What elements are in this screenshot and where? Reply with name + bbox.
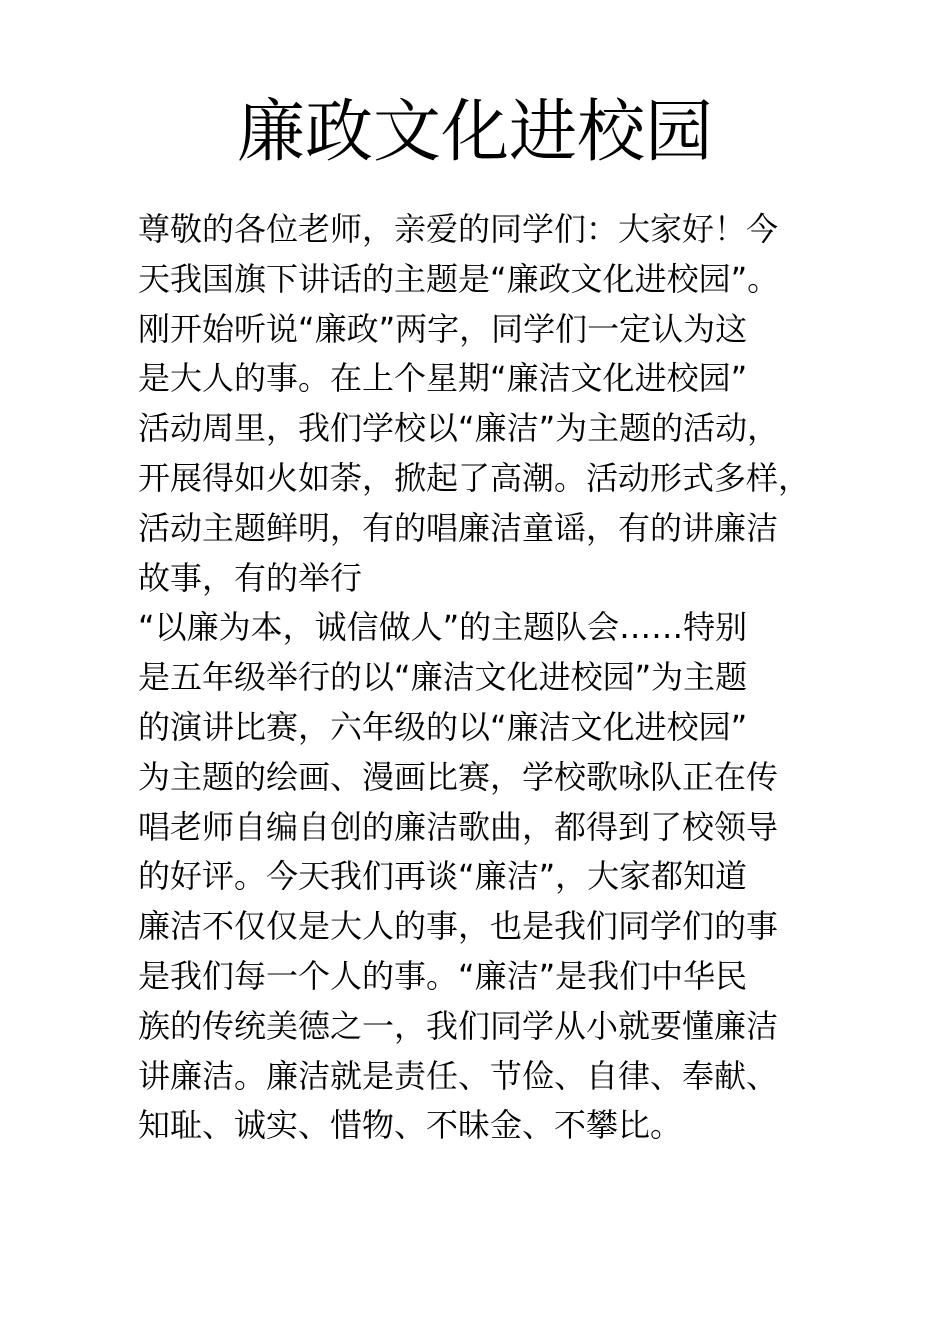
body-line: 知耻、诚实、惜物、不昧金、不攀比。 bbox=[138, 1106, 683, 1145]
body-line: 讲廉洁。廉洁就是责任、节俭、自律、奉献、 bbox=[138, 1056, 779, 1095]
body-line: 开展得如火如荼，掀起了高潮。活动形式多样， bbox=[138, 458, 811, 497]
body-line: 的好评。今天我们再谈“廉洁”，大家都知道 bbox=[138, 857, 748, 896]
body-line: 唱老师自编自创的廉洁歌曲，都得到了校领导 bbox=[138, 807, 779, 846]
body-line: 是我们每一个人的事。“廉洁”是我们中华民 bbox=[138, 956, 748, 995]
body-line: 刚开始听说“廉政”两字，同学们一定认为这 bbox=[138, 309, 748, 348]
body-line: 是五年级举行的以“廉洁文化进校园”为主题 bbox=[138, 658, 748, 697]
body-line: “以廉为本，诚信做人”的主题队会……特别 bbox=[138, 608, 748, 647]
body-line: 活动主题鲜明，有的唱廉洁童谣，有的讲廉洁 bbox=[138, 508, 779, 547]
body-line: 族的传统美德之一，我们同学从小就要懂廉洁 bbox=[138, 1006, 779, 1045]
document-body bbox=[138, 205, 828, 1151]
body-line: 廉洁不仅仅是大人的事，也是我们同学们的事 bbox=[138, 907, 779, 946]
body-line: 天我国旗下讲话的主题是“廉政文化进校园”。 bbox=[138, 259, 780, 298]
body-line: 故事，有的举行 bbox=[138, 558, 363, 597]
body-line: 的演讲比赛，六年级的以“廉洁文化进校园” bbox=[138, 707, 748, 746]
document-title: 廉政文化进校园 bbox=[236, 93, 713, 172]
body-line: 尊敬的各位老师，亲爱的同学们：大家好！今 bbox=[138, 210, 779, 248]
body-line: 是大人的事。在上个星期“廉洁文化进校园” bbox=[138, 359, 748, 398]
body-line: 活动周里，我们学校以“廉洁”为主题的活动， bbox=[138, 409, 780, 448]
body-line: 为主题的绘画、漫画比赛，学校歌咏队正在传 bbox=[138, 757, 779, 796]
